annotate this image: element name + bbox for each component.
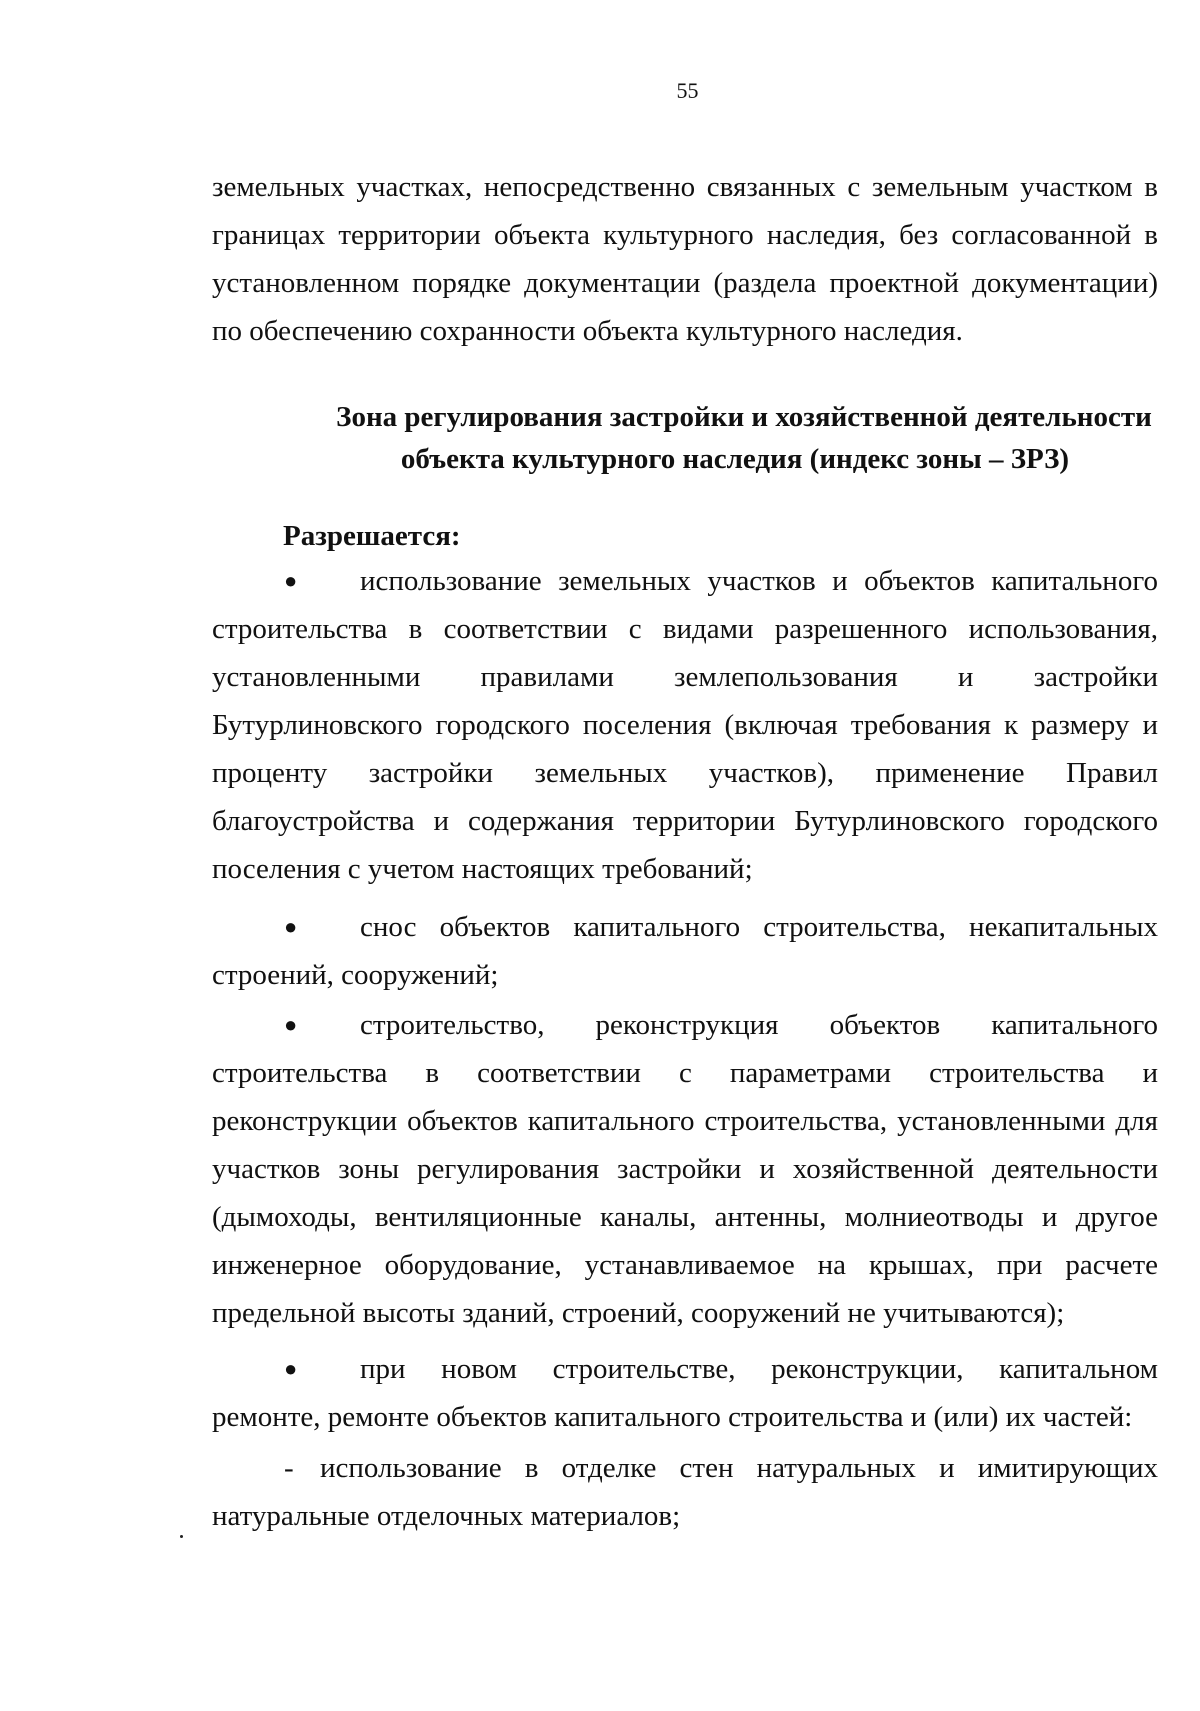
bullet-icon: ● — [284, 568, 298, 593]
list-item — [212, 557, 1158, 893]
section-heading-line-2: объекта культурного наследия (индекс зоны – ЗРЗ) — [400, 443, 1070, 475]
sub-list-item — [212, 1444, 1158, 1540]
section-heading-line-1: Зона регулирования застройки и хозяйственной деятельности — [336, 401, 1152, 433]
page-number: 55 — [676, 78, 699, 103]
scan-artifact-dot — [180, 1535, 183, 1538]
bullet-icon: ● — [284, 914, 298, 939]
list-item-text: снос объектов капитального строительства, некапитальных строений, сооружений; — [212, 911, 1158, 991]
list-item — [212, 1001, 1158, 1337]
intro-paragraph: земельных участках, непосредственно связанных с земельным участком в границах территории объекта культурного наследия, без согласованной в установленном порядке документации (раздела проектной документации) по обеспечению сохранности объекта культурного наследия. — [212, 171, 1158, 347]
list-item-text: при новом строительстве, реконструкции, капитальном ремонте, ремонте объектов капитального строительства и (или) их частей: — [212, 1353, 1158, 1433]
list-item — [212, 1345, 1158, 1441]
section-heading — [212, 396, 1158, 480]
sub-list-item-text: использование в отделке стен натуральных и имитирующих натуральные отделочных материалов; — [212, 1452, 1158, 1532]
list-item-text: использование земельных участков и объектов капитального строительства в соответствии с видами разрешенного использования, установленными правилами землепользования и застройки Бутурлиновского городского поселения (включая требования к размеру и проценту застройки земельных участков), применение Правил благоустройства и содержания территории Бутурлиновского городского поселения с учетом настоящих требований; — [212, 565, 1158, 885]
dash-marker: - — [284, 1452, 294, 1484]
list-item-text: строительство, реконструкция объектов капитального строительства в соответствии с параметрами строительства и реконструкции объектов капитального строительства, установленными для участков зоны регулирования застройки и хозяйственной деятельности (дымоходы, вентиляционные каналы, антенны, молниеотводы и другое инженерное оборудование, устанавливаемое на крышах, при расчете предельной высоты зданий, строений, сооружений не учитываются); — [212, 1009, 1158, 1329]
bullet-icon: ● — [284, 1356, 298, 1381]
list-item — [212, 903, 1158, 999]
bullet-icon: ● — [284, 1012, 298, 1037]
allowed-label: Разрешается: — [283, 520, 461, 552]
